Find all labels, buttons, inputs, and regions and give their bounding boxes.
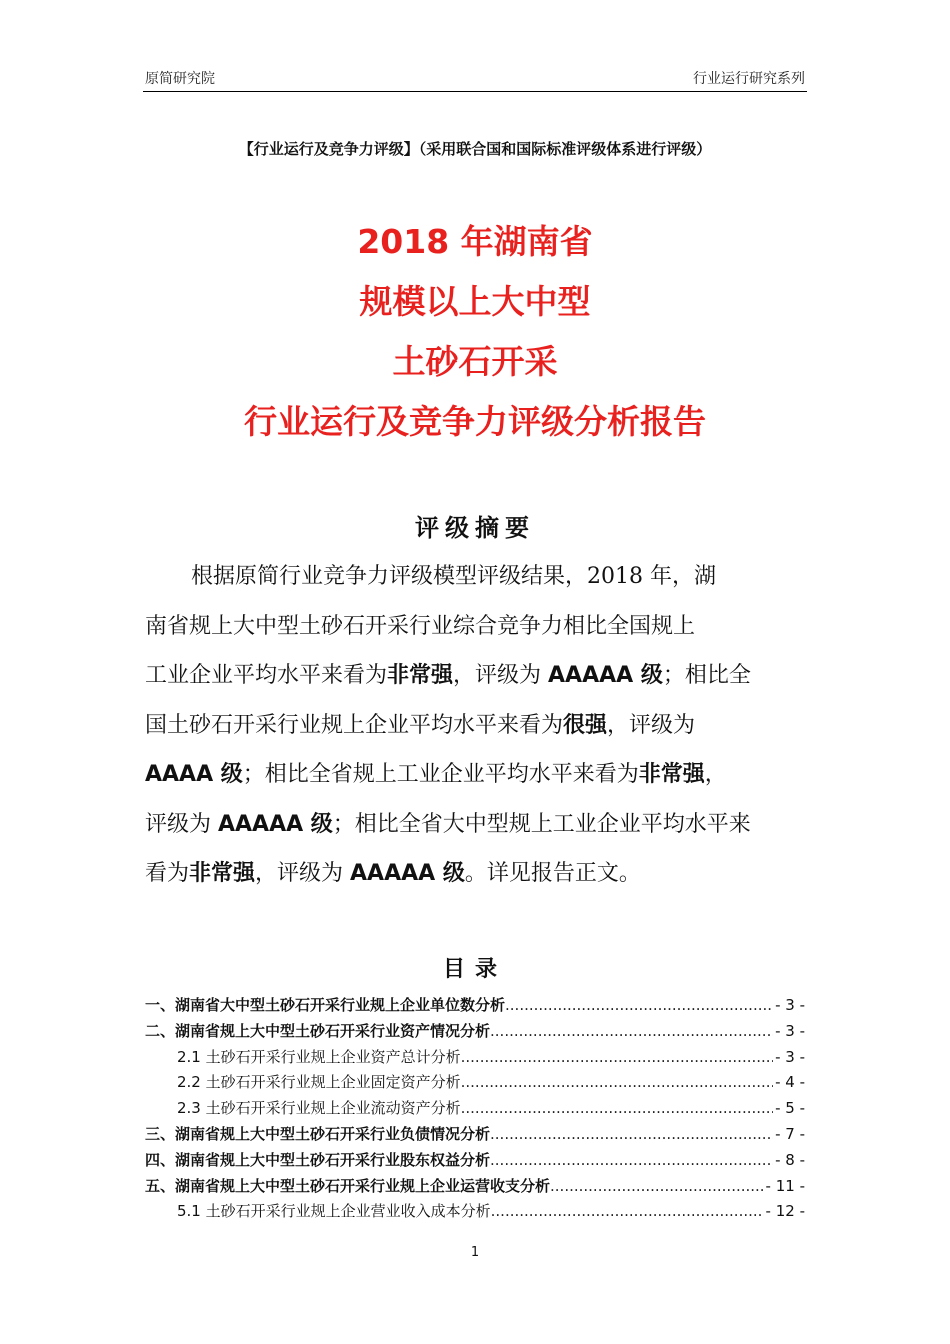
- rating-strength: 非常强: [638, 762, 705, 787]
- toc-entry[interactable]: [145, 993, 805, 1019]
- abstract-line: 国土砂石开采行业规上企业平均水平来看为很强，评级为: [145, 712, 696, 738]
- toc-entry-text: 三、湖南省规上大中型土砂石开采行业负债情况分析: [145, 1124, 491, 1143]
- abstract-line: 南省规上大中型土砂石开采行业综合竞争力相比全国规上: [145, 613, 696, 639]
- toc-entry-text: 四、湖南省规上大中型土砂石开采行业股东权益分析: [145, 1150, 491, 1169]
- toc-entry-page: - 11 -: [765, 1176, 805, 1195]
- toc-entry[interactable]: [145, 1019, 805, 1045]
- title-line: 规模以上大中型: [359, 282, 591, 321]
- rating-strength: 非常强: [387, 663, 454, 688]
- toc-entry-page: - 3 -: [775, 1047, 805, 1066]
- abstract-body: [145, 552, 807, 899]
- header-org-name: 原简研究院: [145, 71, 215, 87]
- toc-heading: 目录: [442, 957, 507, 982]
- abstract-heading: 评级摘要: [415, 514, 535, 542]
- toc-entry-text: 2.1 土砂石开采行业规上企业资产总计分析: [177, 1047, 461, 1066]
- abstract-line: AAAA 级；相比全省规上工业企业平均水平来看为非常强，: [145, 762, 727, 787]
- toc-entry[interactable]: [145, 1122, 805, 1148]
- header-rule: [143, 91, 807, 92]
- toc-entry[interactable]: [145, 1096, 805, 1122]
- toc-entry[interactable]: [145, 1070, 805, 1096]
- abstract-line: 工业企业平均水平来看为非常强，评级为 AAAAA 级；相比全: [145, 663, 751, 688]
- page-number: 1: [470, 1245, 480, 1260]
- toc-entry[interactable]: [145, 1045, 805, 1071]
- toc-entry[interactable]: [145, 1199, 805, 1225]
- title-line: 土砂石开采: [392, 342, 558, 381]
- toc-entry-page: - 5 -: [775, 1099, 805, 1118]
- toc-entry-text: 五、湖南省规上大中型土砂石开采行业规上企业运营收支分析: [145, 1176, 551, 1195]
- toc-entry[interactable]: [145, 1148, 805, 1174]
- toc-entry-page: - 4 -: [775, 1073, 805, 1092]
- rating-grade: AAAAA 级: [218, 811, 333, 837]
- abstract-line: 根据原简行业竞争力评级模型评级结果，2018 年，湖: [191, 564, 716, 589]
- toc-entry[interactable]: [145, 1174, 805, 1200]
- toc-entry-page: - 8 -: [775, 1150, 805, 1169]
- rating-strength: 非常强: [189, 861, 256, 886]
- abstract-line: 看为非常强，评级为 AAAAA 级。详见报告正文。: [145, 861, 641, 886]
- title-line: 2018 年湖南省: [357, 222, 593, 261]
- toc-entry-text: 二、湖南省规上大中型土砂石开采行业资产情况分析: [145, 1021, 491, 1040]
- page-header: [143, 64, 807, 92]
- rating-strength: 很强: [563, 712, 608, 738]
- abstract-line: 评级为 AAAAA 级；相比全省大中型规上工业企业平均水平来: [145, 811, 751, 837]
- toc-entry-text: 5.1 土砂石开采行业规上企业营业收入成本分析: [177, 1202, 491, 1221]
- report-subtitle: 【行业运行及竞争力评级】（采用联合国和国际标准评级体系进行评级）: [238, 140, 712, 158]
- header-series-name: 行业运行研究系列: [693, 71, 805, 87]
- title-line: 行业运行及竞争力评级分析报告: [244, 402, 706, 441]
- toc-entry-page: - 7 -: [775, 1124, 805, 1143]
- toc-entry-page: - 3 -: [775, 996, 805, 1014]
- table-of-contents: [145, 993, 805, 1225]
- rating-grade: AAAAA 级: [548, 663, 663, 688]
- rating-grade: AAAAA 级: [350, 861, 465, 886]
- toc-entry-text: 2.2 土砂石开采行业规上企业固定资产分析: [177, 1073, 461, 1092]
- toc-entry-page: - 12 -: [765, 1202, 805, 1221]
- report-title: [0, 212, 950, 452]
- toc-entry-text: 一、湖南省大中型土砂石开采行业规上企业单位数分析: [145, 996, 506, 1014]
- toc-entry-page: - 3 -: [775, 1021, 805, 1040]
- toc-entry-text: 2.3 土砂石开采行业规上企业流动资产分析: [177, 1099, 461, 1118]
- rating-grade: AAAA 级: [145, 762, 243, 787]
